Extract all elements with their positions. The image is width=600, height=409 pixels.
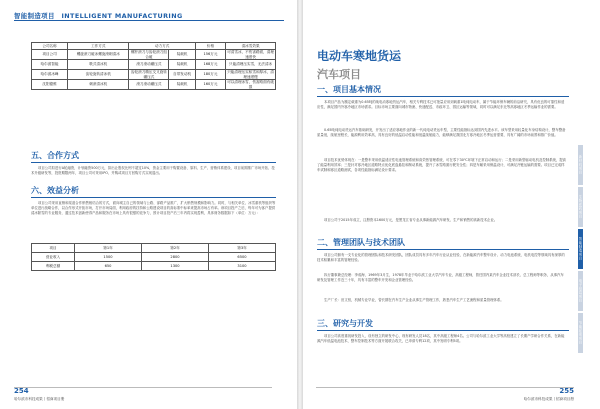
table-cell: 螺杆滚刀与齿轮滚刀组合破	[129, 50, 169, 60]
table-cell: 3100	[209, 262, 276, 271]
table-cell: 螺旋滚刀破冰螺旋滚刷清冰	[68, 50, 129, 60]
table-header-cell: 项目	[32, 244, 75, 253]
cooperation-text: 项目公司拟进行A轮融资，计划融资500万元，拟出让股权比例不超过10%，资金主要用于购置设备、原料、生产、营销体系建设、项目前期推广市场开拓、技术升级研发等，投资期限两年，项目公司可采用IPO、并购或项目方回购方式实现退出。	[31, 166, 275, 176]
section-divider	[31, 162, 276, 163]
table-header-cell: 清冰雪效果	[226, 43, 276, 50]
table-header-cell: 第3年	[209, 244, 276, 253]
table-cell: 2800	[142, 253, 209, 262]
table-header-row	[32, 43, 276, 50]
table-row	[32, 253, 276, 262]
table-header-cell: 工作方式	[68, 43, 129, 50]
table-cell: 6500	[209, 253, 276, 262]
tab-new-materials[interactable]: 新材料项目	[578, 145, 583, 185]
table-cell: 齿轮旋转清冰机	[68, 70, 129, 80]
table-cell: 吸式清冰机	[68, 60, 129, 70]
page-header-title: 智能制造项目 INTELLIGENT MANUFACTURING	[14, 12, 183, 20]
project-title: 电动车寒地货运	[317, 49, 402, 63]
table-cell: 1500	[75, 253, 142, 262]
table-header-cell: 价格	[195, 43, 225, 50]
table-cell: 156万元	[195, 50, 225, 60]
table-cell: 滚刀滚动碾压式	[129, 80, 169, 90]
table-cell: 自带发动机	[169, 70, 195, 80]
table-header-cell: 动力方式	[129, 43, 195, 50]
table-row	[32, 70, 276, 80]
page-number: 255	[559, 387, 574, 395]
section-tabs	[578, 145, 600, 355]
rnd-paragraph: 项目公司高度重视研发投入，设有独立的研发中心，现有研发人员18名，其中高级工程师4名。公司与哈尔滨工业大学等高校建立了长期产学研合作关系，在新能源汽车低温电池技术、整车控制技术等方面开展联合攻关，已申请专利12项，其中发明专利5项。	[317, 334, 565, 344]
table-header-cell: 第1年	[75, 244, 142, 253]
basic-info-heading: 一、项目基本情况	[317, 85, 381, 94]
team-paragraph: 项目公司拥有一支专业化的管理团队和技术研发团队，团队成员具有多年汽车行业从业经验，在新能源汽车整车设计、动力电池系统、电机电控等领域具有深厚的技术积累和丰富的管理经验。	[317, 253, 565, 263]
project-comparison-table	[31, 42, 276, 90]
table-header-row	[32, 244, 276, 253]
tab-biomedicine[interactable]: 生物医药项目	[578, 187, 583, 227]
table-cell: 168万元	[195, 60, 225, 70]
basic-info-paragraph: 项目技术优势体现在：一是整车采用低温适应性电池管理系统和高效热管理系统，可在零下30℃环境下正常启动和运行；二是采用新型驱动电机及控制系统，提高了能量利用效率；三是针对寒冷地区道路特点优化底盘悬挂和制动系统，提升了冰雪路面行驶安全性；四是车厢采用保温设计，可满足冷链运输的需要。项目已完成样车试制和寒区道路测试，各项性能指标满足设计要求。	[317, 158, 567, 173]
table-cell: 可清雪冰，不伤害路面，清理速度快	[227, 50, 274, 59]
table-header-cell: 公司名称	[32, 43, 68, 50]
tab-energy-saving[interactable]: 节能环保项目	[578, 313, 583, 353]
table-cell: 滚刀滚动碾压式	[129, 60, 169, 70]
team-paragraph: 执行董事兼总经理：李成海，1969年3月生，1978年毕业于哈尔滨工业大学汽车专业，高级工程师，曾任国内某汽车企业技术部长、总工程师等职务，从事汽车研发及管理工作近三十年，具有丰富的整车开发和企业管理经验。	[317, 273, 564, 283]
tab-intelligent-manufacturing[interactable]: 智能制造项目	[578, 229, 583, 269]
financial-table	[31, 243, 276, 271]
table-cell: 装载机	[169, 60, 195, 70]
section-divider	[317, 330, 569, 331]
table-cell: 650	[75, 262, 142, 271]
basic-info-paragraph: 项目公司于2015年成立，注册资本1600万元，是黑龙江省专业从事新能源汽车研发、生产和销售的高新技术企业。	[324, 218, 498, 222]
tab-electronic-info[interactable]: 电子信息项目	[578, 271, 583, 311]
footer-divider	[14, 387, 272, 388]
project-subtitle: 汽车项目	[317, 68, 361, 81]
returns-text: 项目公司采用直销和渠道合作销售相结合的方式，面向城主自己的领域与公路、部路产品推广，扩大销售规模和影响力。同时，与相关单位、冰雪重机等组织等单位进行战略合作，以合作形式开拓市场，打开市场局面，利用政府的扶持和公路建设项目的高标准中标率来提高市场占有率。该项目投产之后，每年可为客户提供清冰除雪的专业服务，通过技术创新使得产品和服务在市场上具有很强的竞争力，预计项目投产后三年内将实现盈利，具体财务数据如下（单位：万元）：	[31, 201, 276, 216]
returns-heading: 六、效益分析	[31, 186, 79, 195]
table-cell: 只能清理压实雪，无法清冰	[226, 60, 276, 70]
table-header-cell: 第2年	[142, 244, 209, 253]
table-row	[32, 50, 276, 60]
team-paragraph: 生产厂长：田文恒，机械专业毕业，曾长期在汽车生产企业从事生产管理工作，熟悉汽车生产工艺流程和质量管理体系。	[324, 298, 504, 302]
team-heading: 二、管理团队与技术团队	[317, 238, 405, 247]
right-page	[303, 0, 600, 409]
header-divider	[14, 20, 284, 21]
footer-divider	[316, 387, 574, 388]
footer-text: 哈尔滨市科技成果丨招商项目册	[523, 397, 574, 401]
table-cell: 齿轮滚刀精压交叉旋转碾压式	[129, 70, 169, 80]
table-row	[32, 80, 276, 90]
section-divider	[317, 249, 569, 250]
table-cell: 哈尔滨智能	[32, 60, 68, 70]
basic-info-paragraph: 0.65吨纯电动货运汽车基础研发，开发出了适应寒地作业的新一代纯电动货运车型，主要性能指标达到国内先进水平。该车型采用轻量化车身结构设计，整车整备质量低，续航里程长，能源利用效率高，具有良好的低温启动性能和低温续航能力，能够满足我国北方寒冷地区冬季运营需要，具有广阔的市场前景和推广价值。	[317, 128, 566, 138]
section-divider	[31, 197, 276, 198]
footer-text: 哈尔滨市科技成果丨招商项目册	[14, 397, 65, 401]
table-cell: 刺滚清冰机	[68, 80, 129, 90]
table-cell: 哈尔滨冰峰	[32, 70, 68, 80]
table-cell: 可以清理冰雪，伤害路面有破损	[227, 80, 274, 89]
table-cell: 装载机	[169, 50, 195, 60]
left-page	[0, 0, 297, 409]
table-cell: 只能清理压实积雪和厚冰，清理速度慢	[227, 70, 274, 79]
table-cell: 180万元	[195, 70, 225, 80]
section-divider	[317, 96, 569, 97]
cooperation-heading: 五、合作方式	[31, 151, 79, 160]
table-cell: 项目公司	[32, 50, 68, 60]
table-cell: 1300	[142, 262, 209, 271]
table-cell: 装载机	[169, 80, 195, 90]
table-cell: 沈阳德维	[32, 80, 68, 90]
table-cell: 160万元	[195, 80, 225, 90]
table-row	[32, 262, 276, 271]
basic-info-paragraph: 本项目产品为额定载重为0.65吨的纯电动寒地货运汽车，相关专利技术已可批量应用到载重1吨纯电动车，属于节能环保车辆的前沿研究，具有优良的可靠性和适应性，满足国内外寒冷地区市场需求。目标市场主要面向城市物流、快递配送、市政环卫、园区运输等领域，同时可以满足东北等高寒地区冬季运输作业的需要。	[317, 100, 565, 110]
table-row	[32, 60, 276, 70]
rnd-heading: 三、研究与开发	[317, 319, 373, 328]
page-number: 254	[14, 387, 29, 395]
table-cell: 营业收入	[32, 253, 75, 262]
table-cell: 利税总额	[32, 262, 75, 271]
